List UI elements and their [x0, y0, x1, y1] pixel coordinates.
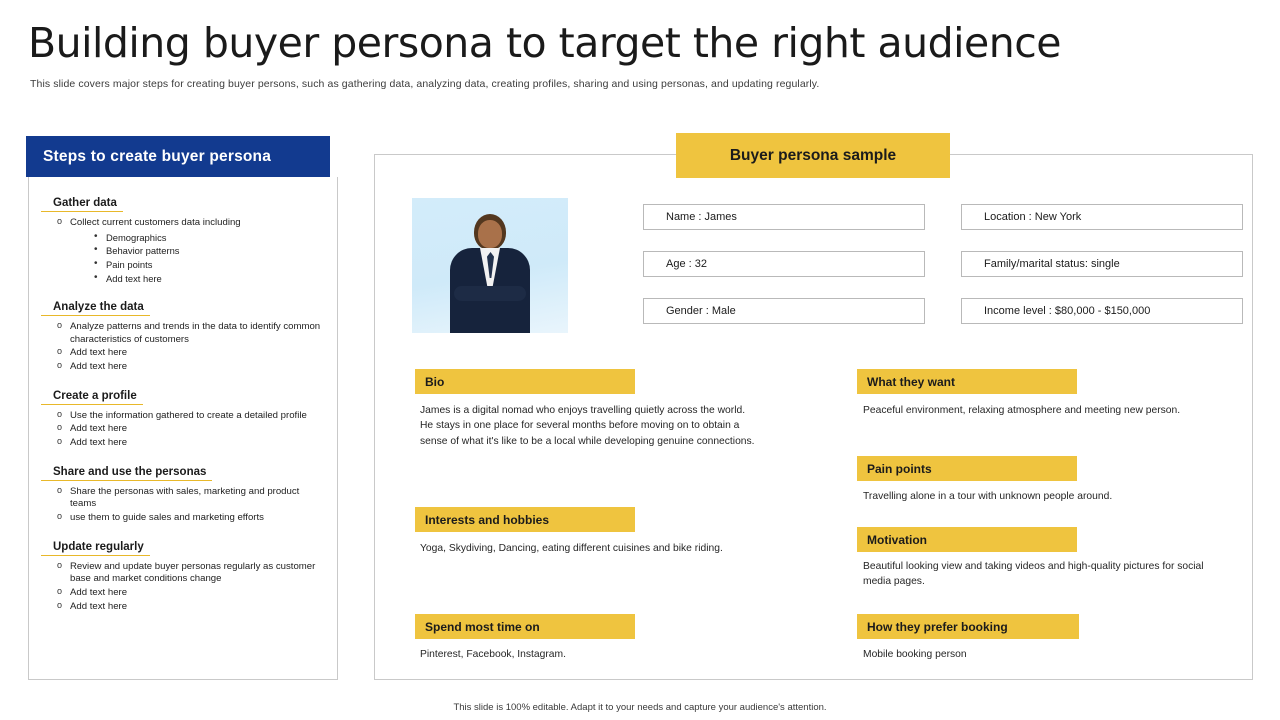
bullet-text: Collect current customers data including	[70, 217, 241, 228]
step-bullet-list	[55, 561, 325, 614]
slide-footer-note: This slide is 100% editable. Adapt it to your needs and capture your audience's attention.	[453, 702, 827, 713]
list-item: • Behavior patterns	[94, 244, 325, 258]
list-item: o Share the personas with sales, marketing and product teams	[55, 486, 325, 511]
section-header-interests: Interests and hobbies	[415, 507, 635, 532]
list-item: o Analyze patterns and trends in the data to identify common characteristics of customers	[55, 321, 325, 346]
persona-panel-title: Buyer persona sample	[729, 146, 897, 164]
list-item: • Pain points	[94, 258, 325, 272]
section-text-how-they-prefer-booking: Mobile booking person	[863, 649, 967, 660]
field-gender: Gender : Male	[643, 298, 925, 324]
step-bullet-list	[55, 217, 325, 285]
list-item: o Add text here	[55, 361, 325, 374]
section-text-spend-most-time-on: Pinterest, Facebook, Instagram.	[420, 649, 566, 660]
persona-avatar-photo	[412, 198, 568, 333]
step-title: Analyze the data	[41, 301, 150, 316]
section-text-what-they-want: Peaceful environment, relaxing atmosphere and meeting new person.	[863, 405, 1181, 416]
avatar-face	[478, 220, 502, 248]
step-bullet-list	[55, 321, 325, 374]
step-title: Share and use the personas	[41, 466, 212, 481]
step-gather-data	[41, 193, 325, 285]
step-bullet-list	[55, 486, 325, 525]
section-header-what-they-want: What they want	[857, 369, 1077, 394]
page-title: Building buyer persona to target the right audience	[28, 19, 1062, 67]
step-title: Gather data	[41, 197, 123, 212]
field-income-level: Income level : $80,000 - $150,000	[961, 298, 1243, 324]
step-title: Create a profile	[41, 390, 143, 405]
section-text-bio: James is a digital nomad who enjoys travelling quietly across the world. He stays in one place for several months before moving on to obtain a sense of what it's like to be a local while developing genuine connections.	[420, 405, 755, 447]
step-title: Update regularly	[41, 541, 150, 556]
list-item: o Add text here	[55, 437, 325, 450]
list-item	[55, 217, 325, 285]
field-family-status: Family/marital status: single	[961, 251, 1243, 277]
step-share-use-personas	[41, 462, 325, 525]
list-item: o Add text here	[55, 347, 325, 360]
list-item: • Add text here	[94, 272, 325, 286]
list-item: • Demographics	[94, 231, 325, 245]
list-item: o Use the information gathered to create a detailed profile	[55, 410, 325, 423]
persona-panel-header	[676, 133, 950, 178]
step-analyze-data	[41, 297, 325, 374]
section-header-motivation: Motivation	[857, 527, 1077, 552]
section-header-pain-points: Pain points	[857, 456, 1077, 481]
step-bullet-list	[55, 410, 325, 450]
list-item: o use them to guide sales and marketing efforts	[55, 512, 325, 525]
field-name: Name : James	[643, 204, 925, 230]
step-create-profile	[41, 386, 325, 450]
section-text-motivation: Beautiful looking view and taking videos and high-quality pictures for social media pages.	[863, 561, 1204, 588]
steps-panel-body	[28, 177, 338, 680]
field-age: Age : 32	[643, 251, 925, 277]
list-item: o Review and update buyer personas regularly as customer base and market conditions change	[55, 561, 325, 586]
step-sub-list	[94, 231, 325, 286]
step-update-regularly	[41, 537, 325, 614]
avatar-arms	[454, 286, 526, 301]
section-text-interests: Yoga, Skydiving, Dancing, eating different cuisines and bike riding.	[420, 543, 723, 554]
section-header-how-they-prefer-booking: How they prefer booking	[857, 614, 1079, 639]
list-item: o Add text here	[55, 587, 325, 600]
field-location: Location : New York	[961, 204, 1243, 230]
section-header-spend-most-time-on: Spend most time on	[415, 614, 635, 639]
list-item: o Add text here	[55, 601, 325, 614]
list-item: o Add text here	[55, 423, 325, 436]
page-subtitle: This slide covers major steps for creating buyer persons, such as gathering data, analyzing data, creating profiles, sharing and using personas, and updating regularly.	[30, 78, 820, 90]
section-header-bio: Bio	[415, 369, 635, 394]
steps-panel-title: Steps to create buyer persona	[43, 147, 272, 165]
section-text-pain-points: Travelling alone in a tour with unknown people around.	[863, 491, 1113, 502]
steps-panel-header	[26, 136, 330, 177]
